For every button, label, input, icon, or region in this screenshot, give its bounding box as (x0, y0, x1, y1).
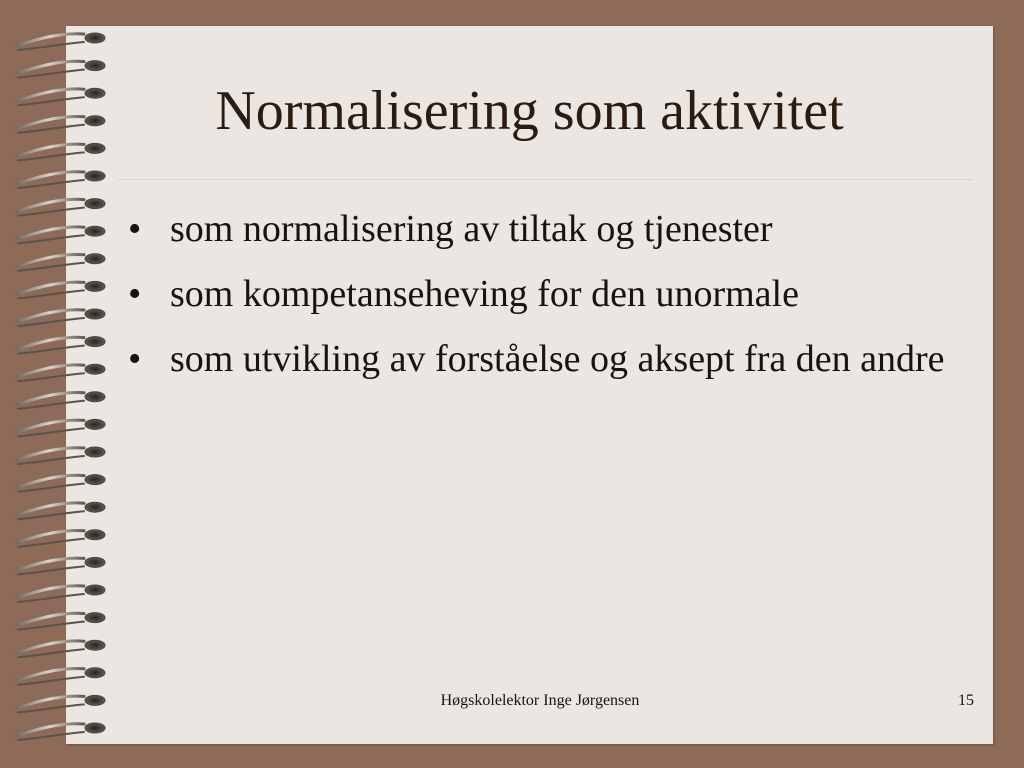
binding-ring (16, 695, 105, 712)
bullet-item (128, 271, 948, 317)
bullet-list (128, 206, 948, 401)
binding-ring (16, 668, 105, 685)
bullet-text: som utvikling av forståelse og aksept fra den andre (170, 338, 945, 380)
binding-ring (16, 143, 105, 160)
binding-ring (16, 199, 105, 216)
binding-ring (16, 585, 105, 602)
title-divider (118, 179, 973, 180)
slide-title: Normalisering som aktivitet (215, 80, 844, 142)
binding-ring (16, 33, 105, 50)
binding-ring (16, 640, 105, 657)
binding-ring (16, 364, 105, 381)
binding-ring (16, 557, 105, 574)
binding-ring (16, 226, 105, 243)
binding-ring (16, 281, 105, 298)
binding-ring (16, 447, 105, 464)
bullet-marker: • (128, 208, 142, 250)
bullet-text: som normalisering av tiltak og tjenester (170, 208, 773, 250)
binding-ring (16, 502, 105, 519)
binding-ring (16, 309, 105, 326)
binding-ring (16, 419, 105, 436)
bullet-item (128, 336, 948, 382)
bullet-item (128, 206, 948, 252)
binding-ring (16, 337, 105, 354)
binding-ring (16, 613, 105, 630)
bullet-marker: • (128, 273, 142, 315)
slide-number: 15 (958, 692, 974, 709)
binding-ring (16, 723, 105, 740)
bullet-marker: • (128, 338, 142, 380)
binding-ring (16, 254, 105, 271)
bullet-text: som kompetanseheving for den unormale (170, 273, 799, 315)
binding-ring (16, 475, 105, 492)
binding-ring (16, 171, 105, 188)
binding-ring (16, 530, 105, 547)
footer-author: Høgskolelektor Inge Jørgensen (440, 692, 640, 709)
binding-ring (16, 61, 105, 78)
binding-ring (16, 392, 105, 409)
